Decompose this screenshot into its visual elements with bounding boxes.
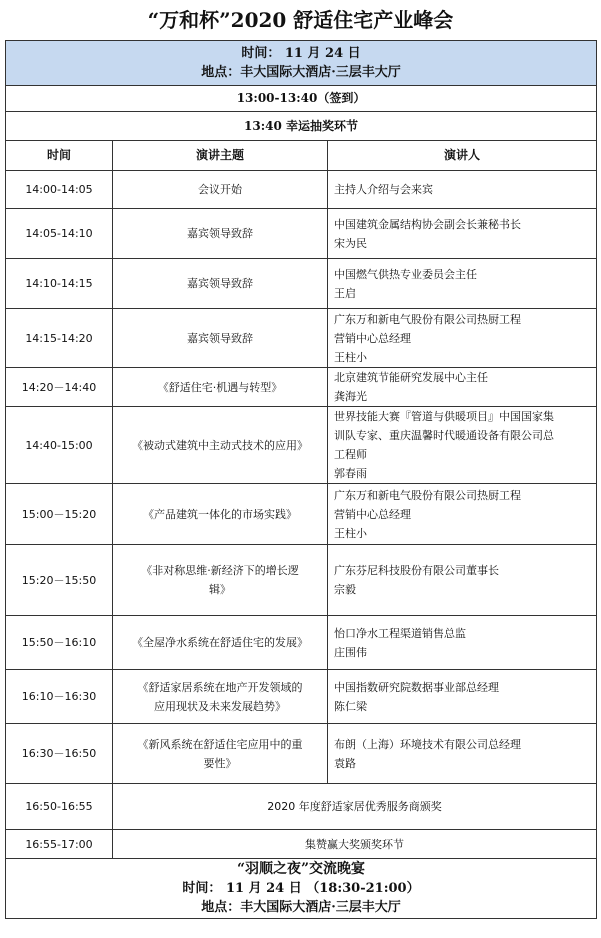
evening-time: 时间： 11 月 24 日 （18:30-21:00）: [182, 881, 420, 896]
evening-place: 地点：丰大国际大酒店·三层丰大厅: [201, 900, 401, 915]
table-row: [6, 407, 597, 484]
row-speaker: [328, 484, 597, 545]
speaker-line: 营销中心总经理: [334, 507, 411, 521]
topic-line: 《产品建筑一体化的市场实践》: [143, 507, 297, 521]
row-speaker: [328, 171, 597, 209]
table-row: [6, 670, 597, 724]
speaker-line: 宋为民: [334, 236, 367, 250]
topic-line: 《舒适家居系统在地产开发领域的: [137, 680, 303, 694]
info-time: 时间： 11 月 24 日: [241, 46, 361, 61]
info-place: 地点：丰大国际大酒店·三层丰大厅: [201, 65, 401, 80]
evening-row: [6, 859, 597, 919]
table-row: [6, 368, 597, 407]
topic-line: 《非对称思维·新经济下的增长逻: [141, 564, 299, 577]
speaker-line: 世界技能大赛『管道与供暖项目』中国国家集: [334, 410, 554, 423]
row-topic: [113, 171, 328, 209]
topic-line: 辑》: [209, 583, 231, 596]
row-speaker: [328, 259, 597, 309]
speaker-line: 庄围伟: [334, 645, 367, 659]
evening-cell: [6, 859, 597, 919]
row-topic: [113, 545, 328, 616]
row-time: 16:30－16:50: [6, 724, 113, 784]
table-row: [6, 309, 597, 368]
row-topic: [113, 670, 328, 724]
speaker-line: 主持人介绍与会来宾: [334, 183, 433, 196]
speaker-line: 工程师: [334, 448, 367, 461]
speaker-line: 王启: [334, 286, 356, 300]
lottery-cell: 13:40 幸运抽奖环节: [6, 112, 597, 141]
table-row: [6, 724, 597, 784]
row-time: 15:50－16:10: [6, 616, 113, 670]
row-topic: [113, 368, 328, 407]
award-row: [6, 784, 597, 830]
row-time: 15:20－15:50: [6, 545, 113, 616]
speaker-line: 布朗（上海）环境技术有限公司总经理: [334, 737, 521, 751]
table-row: [6, 484, 597, 545]
row-topic: [113, 616, 328, 670]
table-row: [6, 171, 597, 209]
award-text: 集赞赢大奖颁奖环节: [113, 830, 597, 859]
row-time: 14:00-14:05: [6, 171, 113, 209]
row-topic: [113, 484, 328, 545]
speaker-line: 北京建筑节能研究发展中心主任: [334, 371, 488, 384]
row-speaker: [328, 209, 597, 259]
topic-line: 《舒适住宅·机遇与转型》: [157, 380, 283, 394]
info-cell: [6, 41, 597, 86]
row-topic: [113, 724, 328, 784]
topic-line: 嘉宾领导致辞: [187, 277, 253, 290]
speaker-line: 郭春雨: [334, 467, 367, 480]
row-time: 16:10－16:30: [6, 670, 113, 724]
row-time: 14:05-14:10: [6, 209, 113, 259]
row-speaker: [328, 407, 597, 484]
header-row: [6, 141, 597, 171]
topic-line: 嘉宾领导致辞: [187, 331, 253, 345]
checkin-cell: 13:00-13:40（签到）: [6, 86, 597, 112]
award-time: 16:50-16:55: [6, 784, 113, 830]
evening-title: “羽顺之夜”交流晚宴: [236, 861, 366, 877]
schedule-table: [5, 40, 597, 919]
row-speaker: [328, 670, 597, 724]
row-topic: [113, 209, 328, 259]
speaker-line: 龚海光: [334, 390, 367, 403]
table-row: [6, 209, 597, 259]
award-row: [6, 830, 597, 859]
topic-line: 应用现状及未来发展趋势》: [154, 699, 286, 713]
header-topic: 演讲主题: [113, 141, 328, 171]
speaker-line: 营销中心总经理: [334, 331, 411, 345]
row-speaker: [328, 368, 597, 407]
speaker-line: 广东万和新电气股份有限公司热厨工程: [334, 488, 521, 502]
award-text: 2020 年度舒适家居优秀服务商颁奖: [113, 784, 597, 830]
speaker-line: 袁路: [334, 756, 356, 770]
topic-line: 会议开始: [198, 183, 242, 196]
row-topic: [113, 259, 328, 309]
row-time: 15:00－15:20: [6, 484, 113, 545]
speaker-line: 训队专家、重庆温馨时代暖通设备有限公司总: [334, 429, 554, 442]
header-speaker: 演讲人: [328, 141, 597, 171]
header-time: 时间: [6, 141, 113, 171]
speaker-line: 中国燃气供热专业委员会主任: [334, 267, 477, 281]
speaker-line: 宗毅: [334, 583, 356, 596]
row-topic: [113, 309, 328, 368]
row-speaker: [328, 309, 597, 368]
speaker-line: 中国指数研究院数据事业部总经理: [334, 680, 499, 694]
speaker-line: 怡口净水工程渠道销售总监: [334, 626, 466, 640]
speaker-line: 陈仁梁: [334, 699, 367, 713]
row-topic: [113, 407, 328, 484]
row-speaker: [328, 724, 597, 784]
row-time: 14:10-14:15: [6, 259, 113, 309]
row-time: 14:40-15:00: [6, 407, 113, 484]
topic-line: 《新风系统在舒适住宅应用中的重: [137, 737, 303, 751]
speaker-line: 广东芬尼科技股份有限公司董事长: [334, 564, 499, 577]
table-row: [6, 259, 597, 309]
award-time: 16:55-17:00: [6, 830, 113, 859]
row-time: 14:20－14:40: [6, 368, 113, 407]
row-speaker: [328, 616, 597, 670]
topic-line: 要性》: [203, 756, 237, 770]
topic-line: 《全屋净水系统在舒适住宅的发展》: [132, 636, 308, 649]
topic-line: 《被动式建筑中主动式技术的应用》: [132, 438, 308, 452]
table-row: [6, 616, 597, 670]
speaker-line: 王柱小: [334, 526, 367, 540]
page-title: “万和杯”2020 舒适住宅产业峰会: [147, 8, 454, 32]
speaker-line: 中国建筑金属结构协会副会长兼秘书长: [334, 217, 521, 231]
row-time: 14:15-14:20: [6, 309, 113, 368]
speaker-line: 王柱小: [334, 350, 367, 364]
lottery-row: [6, 112, 597, 141]
checkin-row: [6, 86, 597, 112]
info-row: [6, 41, 597, 86]
row-speaker: [328, 545, 597, 616]
topic-line: 嘉宾领导致辞: [187, 227, 253, 240]
speaker-line: 广东万和新电气股份有限公司热厨工程: [334, 312, 521, 326]
table-row: [6, 545, 597, 616]
